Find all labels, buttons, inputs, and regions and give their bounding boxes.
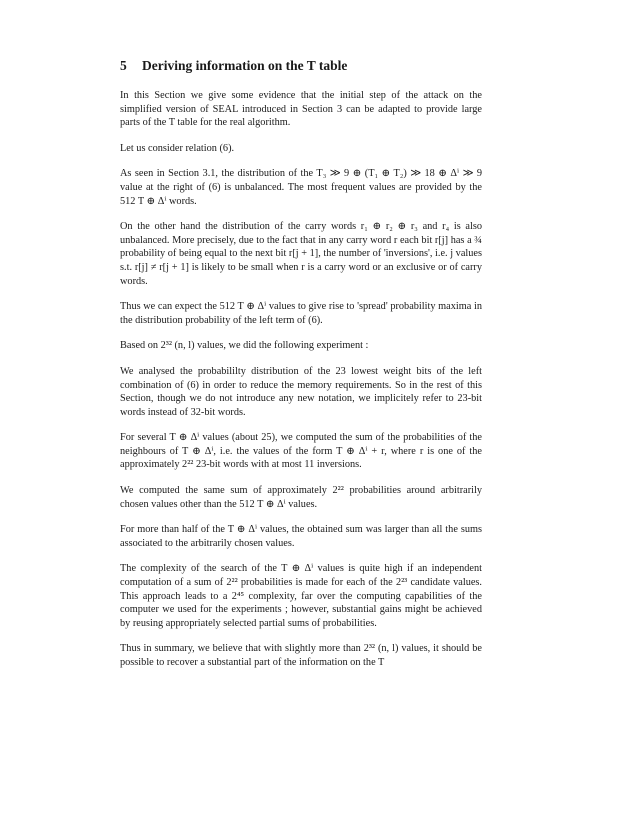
paragraph-4: On the other hand the distribution of the carry words r₁ ⊕ r₂ ⊕ r₃ and r₄ is also unbalanced. More precisely, due to the fact that in any carry word r each bit r[j] has a ¾ probability of being equal to the next bit r[j + 1], the number of 'inversions', i.e. j values s.t. r[j] ≠ r[j + 1] is likely to be small when r is a carry word or an exclusive or of carry words.: [120, 221, 482, 287]
paragraph-9: We computed the same sum of approximately 2²² probabilities around arbitrarily chosen values other than the 512 T ⊕ Δⁱ values.: [120, 485, 482, 510]
paragraph-12: Thus in summary, we believe that with slightly more than 2³² (n, l) values, it should be possible to recover a substantial part of the information on the T: [120, 643, 482, 668]
paragraph-5: Thus we can expect the 512 T ⊕ Δⁱ values to give rise to 'spread' probability maxima in the distribution probability of the left term of (6).: [120, 301, 482, 326]
paragraph-2: Let us consider relation (6).: [120, 142, 235, 154]
paragraph-10: For more than half of the T ⊕ Δⁱ values, the obtained sum was larger than all the sums associated to the arbitrarily chosen values.: [120, 524, 482, 549]
paragraph-7: We analysed the probabililty distribution of the 23 lowest weight bits of the left combination of (6) in order to reduce the memory requirements. So in the rest of this Section, though we do not introduce any new notation, we implicitely refer to 23-bit words instead of 32-bit words.: [120, 365, 482, 418]
section-number: 5: [120, 58, 127, 73]
paragraph-1: In this Section we give some evidence that the initial step of the attack on the simplified version of SEAL introduced in Section 3 can be adapted to provide large parts of the T table for the real algorithm.: [120, 90, 482, 129]
section-title: Deriving information on the T table: [142, 58, 348, 73]
paragraph-8: For several T ⊕ Δⁱ values (about 25), we computed the sum of the probabilities of the neighbours of T ⊕ Δⁱ, i.e. the values of the form T ⊕ Δⁱ + r, where r is one of the approximately 2²² 23-bit words with at most 11 inversions.: [120, 432, 482, 471]
paragraph-3: As seen in Section 3.1, the distribution of the T₃ ≫ 9 ⊕ (T₁ ⊕ T₂) ≫ 18 ⊕ Δⁱ ≫ 9 value at the right of (6) is unbalanced. The most frequent values are provided by the 512 T ⊕ Δⁱ words.: [120, 168, 482, 207]
section-heading: [120, 58, 482, 74]
page: [120, 58, 482, 670]
paragraph-11: The complexity of the search of the T ⊕ Δⁱ values is quite high if an independent computation of a sum of 2²² probabilities is made for each of the 2²³ candidate values. This approach leads to a 2⁴⁵ complexity, far over the computing capabilities of the computer we used for the experiments ; however, substantial gains might be achieved by reusing appropriately selected partial sums of probabilities.: [120, 563, 482, 629]
paragraph-6: Based on 2³² (n, l) values, we did the following experiment :: [120, 340, 369, 352]
